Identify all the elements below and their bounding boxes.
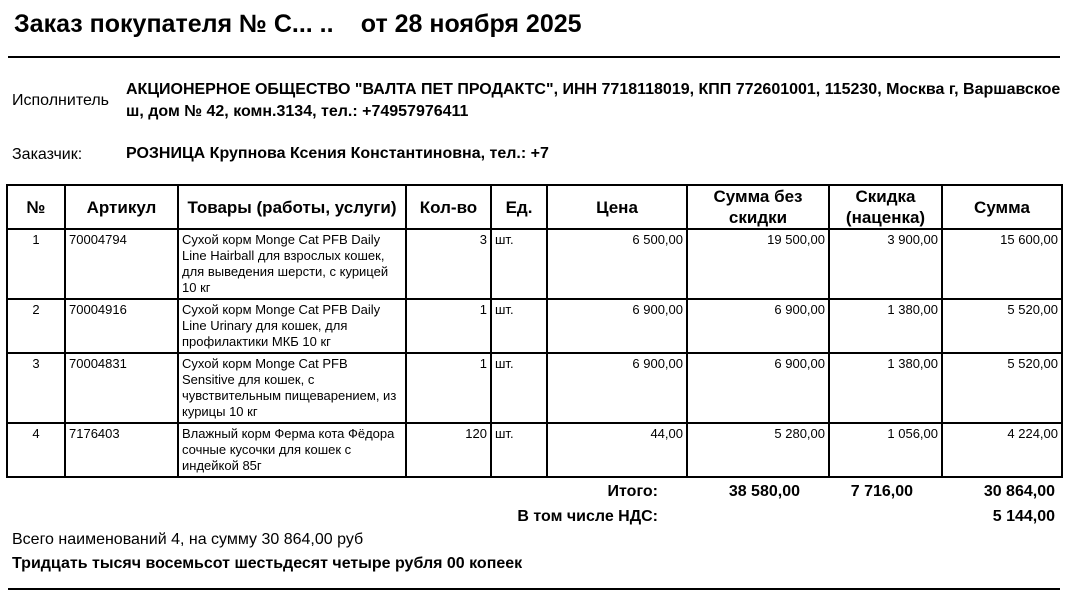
row-sum-no-discount: 6 900,00 — [687, 353, 829, 423]
row-price: 6 500,00 — [547, 229, 687, 299]
row-sku: 70004916 — [65, 299, 178, 353]
row-number: 4 — [7, 423, 65, 477]
vat-sum: 5 144,00 — [992, 508, 1055, 525]
col-header-sku: Артикул — [65, 185, 178, 229]
total-label: Итого: — [607, 483, 658, 500]
col-header-qty: Кол-во — [406, 185, 491, 229]
row-sum-no-discount: 5 280,00 — [687, 423, 829, 477]
title-number-masked: С... .. — [273, 10, 334, 38]
bottom-divider — [8, 588, 1060, 590]
row-qty: 120 — [406, 423, 491, 477]
customer-label: Заказчик: — [12, 146, 83, 163]
executor-value: АКЦИОНЕРНОЕ ОБЩЕСТВО "ВАЛТА ПЕТ ПРОДАКТС", ИНН 7718118019, КПП 772601001, 115230, Москва г, Варшавское ш, дом № 42, комн.3134, тел.: +74957976411 — [126, 81, 1061, 120]
row-price: 6 900,00 — [547, 299, 687, 353]
row-sum: 4 224,00 — [942, 423, 1062, 477]
row-unit: шт. — [491, 299, 547, 353]
total-discount: 7 716,00 — [850, 483, 913, 500]
col-header-goods: Товары (работы, услуги) — [178, 185, 406, 229]
order-items-table — [6, 184, 1063, 478]
col-header-number: № — [7, 185, 65, 229]
row-sum: 15 600,00 — [942, 229, 1062, 299]
row-unit: шт. — [491, 229, 547, 299]
items-count-summary: Всего наименований 4, на сумму 30 864,00 руб — [12, 531, 364, 548]
row-number: 1 — [7, 229, 65, 299]
row-sum: 5 520,00 — [942, 299, 1062, 353]
col-header-sum-no-discount: Сумма без скидки — [687, 185, 829, 229]
title-prefix: Заказ покупателя № — [14, 10, 267, 38]
table-row — [7, 353, 1062, 423]
row-goods-name: Сухой корм Monge Cat PFB Daily Line Urinary для кошек, для профилактики МКБ 10 кг — [178, 299, 406, 353]
total-sum-no-discount: 38 580,00 — [728, 483, 800, 500]
table-row — [7, 299, 1062, 353]
row-goods-name: Сухой корм Monge Cat PFB Sensitive для кошек, с чувствительным пищеварением, из курицы 10 кг — [178, 353, 406, 423]
vat-label: В том числе НДС: — [517, 508, 658, 525]
col-header-sum: Сумма — [942, 185, 1062, 229]
row-price: 44,00 — [547, 423, 687, 477]
row-discount: 1 056,00 — [829, 423, 942, 477]
row-sum: 5 520,00 — [942, 353, 1062, 423]
row-qty: 3 — [406, 229, 491, 299]
row-number: 3 — [7, 353, 65, 423]
table-row — [7, 423, 1062, 477]
amount-in-words: Тридцать тысяч восемьсот шестьдесят четыре рубля 00 копеек — [12, 555, 523, 572]
title-date: от 28 ноября 2025 — [360, 10, 582, 38]
table-header-row — [7, 185, 1062, 229]
row-sum-no-discount: 6 900,00 — [687, 299, 829, 353]
row-qty: 1 — [406, 353, 491, 423]
row-sku: 70004794 — [65, 229, 178, 299]
row-sku: 70004831 — [65, 353, 178, 423]
row-discount: 3 900,00 — [829, 229, 942, 299]
customer-value: РОЗНИЦА Крупнова Ксения Константиновна, тел.: +7 — [126, 145, 549, 162]
row-price: 6 900,00 — [547, 353, 687, 423]
total-sum: 30 864,00 — [983, 483, 1055, 500]
row-goods-name: Влажный корм Ферма кота Фёдора сочные кусочки для кошек с индейкой 85г — [178, 423, 406, 477]
row-sum-no-discount: 19 500,00 — [687, 229, 829, 299]
executor-label: Исполнитель — [12, 92, 110, 109]
page-title — [14, 10, 582, 39]
row-sku: 7176403 — [65, 423, 178, 477]
col-header-price: Цена — [547, 185, 687, 229]
row-qty: 1 — [406, 299, 491, 353]
col-header-unit: Ед. — [491, 185, 547, 229]
row-discount: 1 380,00 — [829, 353, 942, 423]
table-row — [7, 229, 1062, 299]
row-unit: шт. — [491, 353, 547, 423]
row-goods-name: Сухой корм Monge Cat PFB Daily Line Hairball для взрослых кошек, для выведения шерсти, с курицей 10 кг — [178, 229, 406, 299]
row-number: 2 — [7, 299, 65, 353]
row-unit: шт. — [491, 423, 547, 477]
top-divider — [8, 56, 1060, 58]
row-discount: 1 380,00 — [829, 299, 942, 353]
col-header-discount: Скидка (наценка) — [829, 185, 942, 229]
